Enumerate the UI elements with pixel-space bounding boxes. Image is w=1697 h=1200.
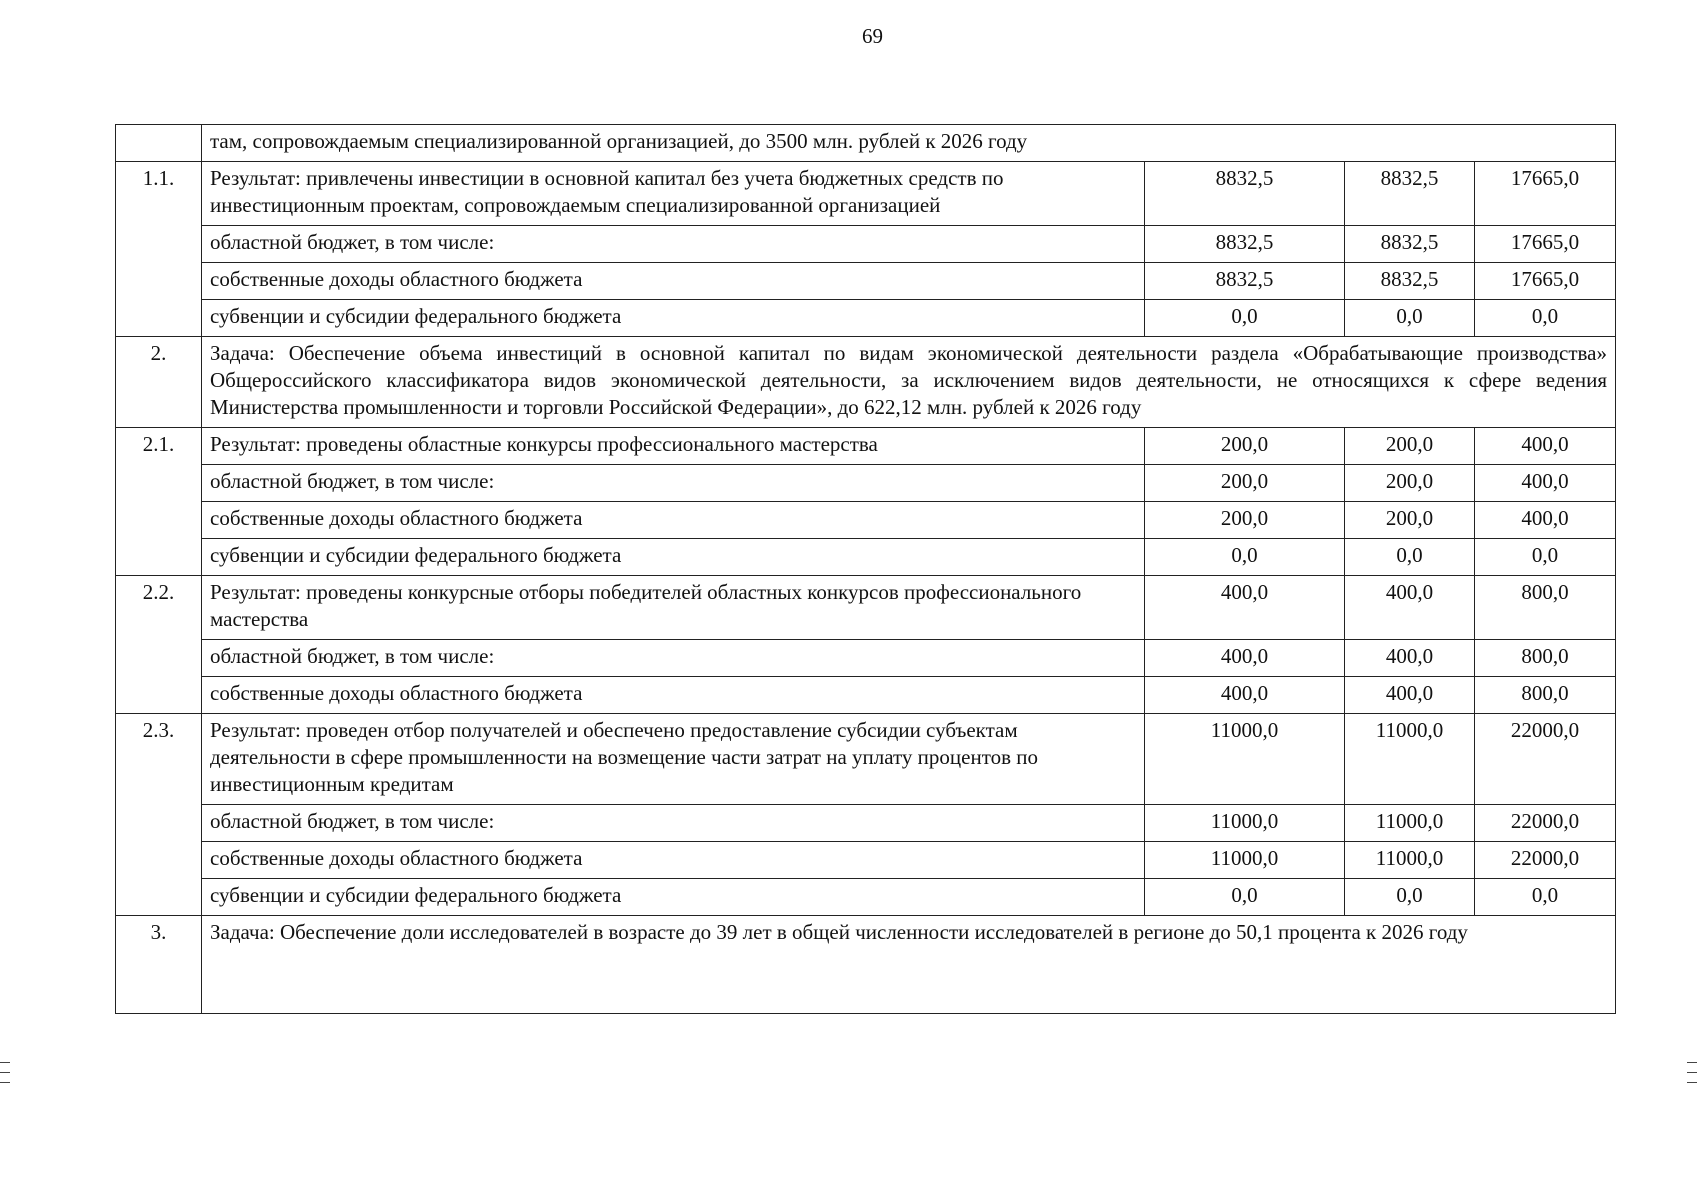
result-text: Результат: проведены областные конкурсы профессионального мастерства [202,428,1145,465]
value-cell: 8832,5 [1345,226,1475,263]
value-cell: 800,0 [1475,576,1616,640]
value-cell: 11000,0 [1145,842,1345,879]
table-row [116,640,1616,677]
budget-line-text: собственные доходы областного бюджета [202,263,1145,300]
result-text: Результат: проведен отбор получателей и обеспечено предоставление субсидии субъектам деятельности в сфере промышленности на возмещение части затрат на уплату процентов по инвестиционным кредитам [202,714,1145,805]
value-cell: 200,0 [1345,428,1475,465]
page-number: 69 [862,24,883,48]
budget-line-text: областной бюджет, в том числе: [202,640,1145,677]
table-row [116,502,1616,539]
table-row [116,539,1616,576]
budget-line-text: областной бюджет, в том числе: [202,805,1145,842]
budget-table [115,124,1616,1014]
table-row [116,300,1616,337]
value-cell: 400,0 [1345,677,1475,714]
value-cell: 800,0 [1475,640,1616,677]
table-row [116,337,1616,428]
value-cell: 17665,0 [1475,263,1616,300]
table-row [116,162,1616,226]
table-row [116,263,1616,300]
value-cell: 0,0 [1145,300,1345,337]
value-cell: 400,0 [1345,576,1475,640]
value-cell: 200,0 [1145,502,1345,539]
row-number: 1.1. [116,162,202,337]
table-row [116,714,1616,805]
value-cell: 200,0 [1145,465,1345,502]
value-cell: 0,0 [1475,539,1616,576]
value-cell: 0,0 [1345,879,1475,916]
row-number: 2.2. [116,576,202,714]
table-row [116,428,1616,465]
row-number: 2. [116,337,202,428]
value-cell: 200,0 [1345,465,1475,502]
task-text: там, сопровождаемым специализированной организацией, до 3500 млн. рублей к 2026 году [202,125,1616,162]
value-cell: 0,0 [1475,879,1616,916]
value-cell: 17665,0 [1475,226,1616,263]
result-text: Результат: привлечены инвестиции в основной капитал без учета бюджетных средств по инвестиционным проектам, сопровождаемым специализированной организацией [202,162,1145,226]
table-row [116,677,1616,714]
budget-line-text: собственные доходы областного бюджета [202,842,1145,879]
value-cell: 11000,0 [1145,805,1345,842]
value-cell: 400,0 [1345,640,1475,677]
budget-line-text: субвенции и субсидии федерального бюджета [202,539,1145,576]
value-cell: 22000,0 [1475,842,1616,879]
value-cell: 11000,0 [1145,714,1345,805]
result-text: Результат: проведены конкурсные отборы победителей областных конкурсов профессионального мастерства [202,576,1145,640]
budget-line-text: субвенции и субсидии федерального бюджета [202,300,1145,337]
scan-edge-mark [0,1072,10,1073]
budget-line-text: областной бюджет, в том числе: [202,226,1145,263]
scan-edge-mark [1687,1062,1697,1063]
table-row [116,805,1616,842]
value-cell: 0,0 [1145,539,1345,576]
value-cell: 8832,5 [1345,162,1475,226]
value-cell: 400,0 [1145,677,1345,714]
value-cell: 0,0 [1345,539,1475,576]
budget-line-text: собственные доходы областного бюджета [202,677,1145,714]
task-text: Задача: Обеспечение доли исследователей в возрасте до 39 лет в общей численности исследователей в регионе до 50,1 процента к 2026 году [202,916,1616,1014]
value-cell: 400,0 [1145,576,1345,640]
task-text: Задача: Обеспечение объема инвестиций в основной капитал по видам экономической деятельности раздела «Обрабатывающие производства» Общероссийского классификатора видов экономической деятельности, за исключением видов деятельности, не относящихся к сфере ведения Министерства промышленности и торговли Российской Федерации», до 622,12 млн. рублей к 2026 году [202,337,1616,428]
value-cell: 800,0 [1475,677,1616,714]
value-cell: 400,0 [1475,465,1616,502]
value-cell: 11000,0 [1345,805,1475,842]
scan-edge-mark [1687,1082,1697,1083]
table-row [116,465,1616,502]
value-cell: 400,0 [1145,640,1345,677]
value-cell: 200,0 [1145,428,1345,465]
value-cell: 200,0 [1345,502,1475,539]
value-cell: 0,0 [1145,879,1345,916]
value-cell: 400,0 [1475,428,1616,465]
row-number: 2.3. [116,714,202,916]
value-cell: 8832,5 [1145,162,1345,226]
table-row [116,226,1616,263]
scan-edge-mark [0,1062,10,1063]
value-cell: 0,0 [1475,300,1616,337]
value-cell: 8832,5 [1145,263,1345,300]
value-cell: 22000,0 [1475,805,1616,842]
row-number: 3. [116,916,202,1014]
budget-line-text: субвенции и субсидии федерального бюджета [202,879,1145,916]
row-number: 2.1. [116,428,202,576]
row-number [116,125,202,162]
budget-line-text: областной бюджет, в том числе: [202,465,1145,502]
value-cell: 22000,0 [1475,714,1616,805]
table-row [116,916,1616,1014]
table-row [116,879,1616,916]
value-cell: 11000,0 [1345,714,1475,805]
table-row [116,125,1616,162]
scan-edge-mark [0,1082,10,1083]
value-cell: 8832,5 [1145,226,1345,263]
value-cell: 8832,5 [1345,263,1475,300]
scan-edge-mark [1687,1072,1697,1073]
value-cell: 0,0 [1345,300,1475,337]
table-row [116,576,1616,640]
value-cell: 400,0 [1475,502,1616,539]
value-cell: 17665,0 [1475,162,1616,226]
table-row [116,842,1616,879]
budget-line-text: собственные доходы областного бюджета [202,502,1145,539]
value-cell: 11000,0 [1345,842,1475,879]
